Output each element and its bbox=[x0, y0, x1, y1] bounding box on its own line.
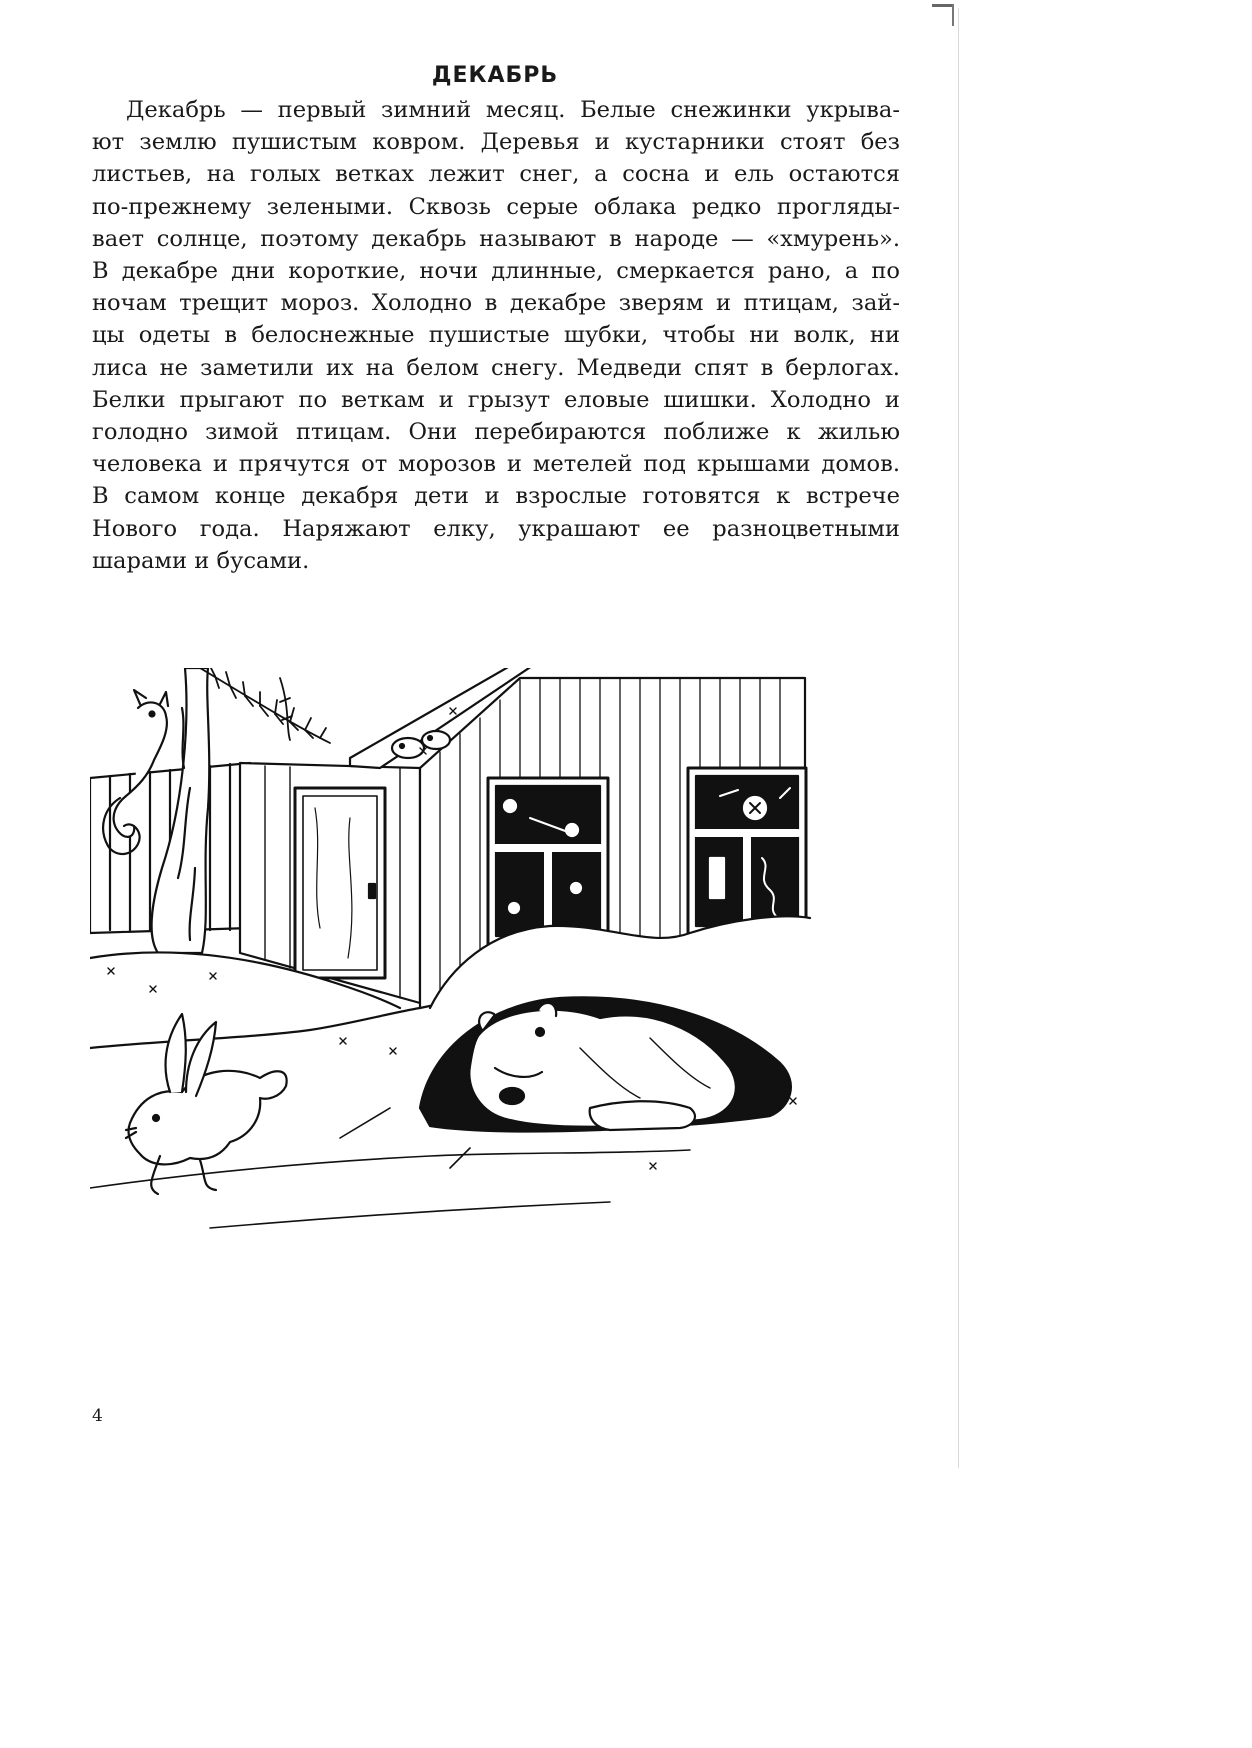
text-line: шарами и бусами. bbox=[92, 547, 310, 574]
page-edge bbox=[958, 8, 959, 1468]
text-line: листьев, на голых ветках лежит снег, а сосна и ель остаются bbox=[92, 161, 900, 188]
crop-mark bbox=[932, 4, 954, 7]
text-line: Декабрь — первый зимний месяц. Белые снежинки укрыва- bbox=[126, 97, 900, 123]
text-line: по-прежнему зелеными. Сквозь серые облака редко прогляды- bbox=[92, 193, 900, 220]
page-title: ДЕКАБРЬ bbox=[431, 62, 559, 88]
text-line: лиса не заметили их на белом снегу. Медведи спят в берлогах. bbox=[92, 354, 900, 381]
text-line: вает солнце, поэтому декабрь называют в народе — «хмурень». bbox=[92, 225, 900, 252]
text-line: Белки прыгают по веткам и грызут еловые шишки. Холодно и bbox=[92, 386, 900, 413]
fir-branch bbox=[200, 668, 330, 743]
text-line: ют землю пушистым ковром. Деревья и кустарники стоят без bbox=[92, 129, 900, 156]
hare bbox=[126, 1014, 287, 1194]
text-line: голодно зимой птицам. Они перебираются поближе к жилью bbox=[92, 419, 900, 446]
text-line: В самом конце декабря дети и взрослые готовятся к встрече bbox=[92, 483, 900, 510]
page-number: 4 bbox=[92, 1406, 103, 1426]
text-line: цы одеты в белоснежные пушистые шубки, чтобы ни волк, ни bbox=[92, 322, 900, 349]
text-line: человека и прячутся от морозов и метелей под крышами домов. bbox=[92, 451, 900, 478]
text-line: В декабре дни короткие, ночи длинные, смеркается рано, а по bbox=[92, 258, 900, 285]
winter-scene-illustration bbox=[90, 668, 900, 1288]
window-right bbox=[688, 768, 806, 938]
text-line: ночам трещит мороз. Холодно в декабре зверям и птицам, зай- bbox=[92, 290, 900, 317]
body-paragraph bbox=[92, 94, 900, 577]
text-line: Нового года. Наряжают елку, украшают ее разноцветными bbox=[92, 515, 900, 542]
window-left bbox=[488, 778, 608, 948]
